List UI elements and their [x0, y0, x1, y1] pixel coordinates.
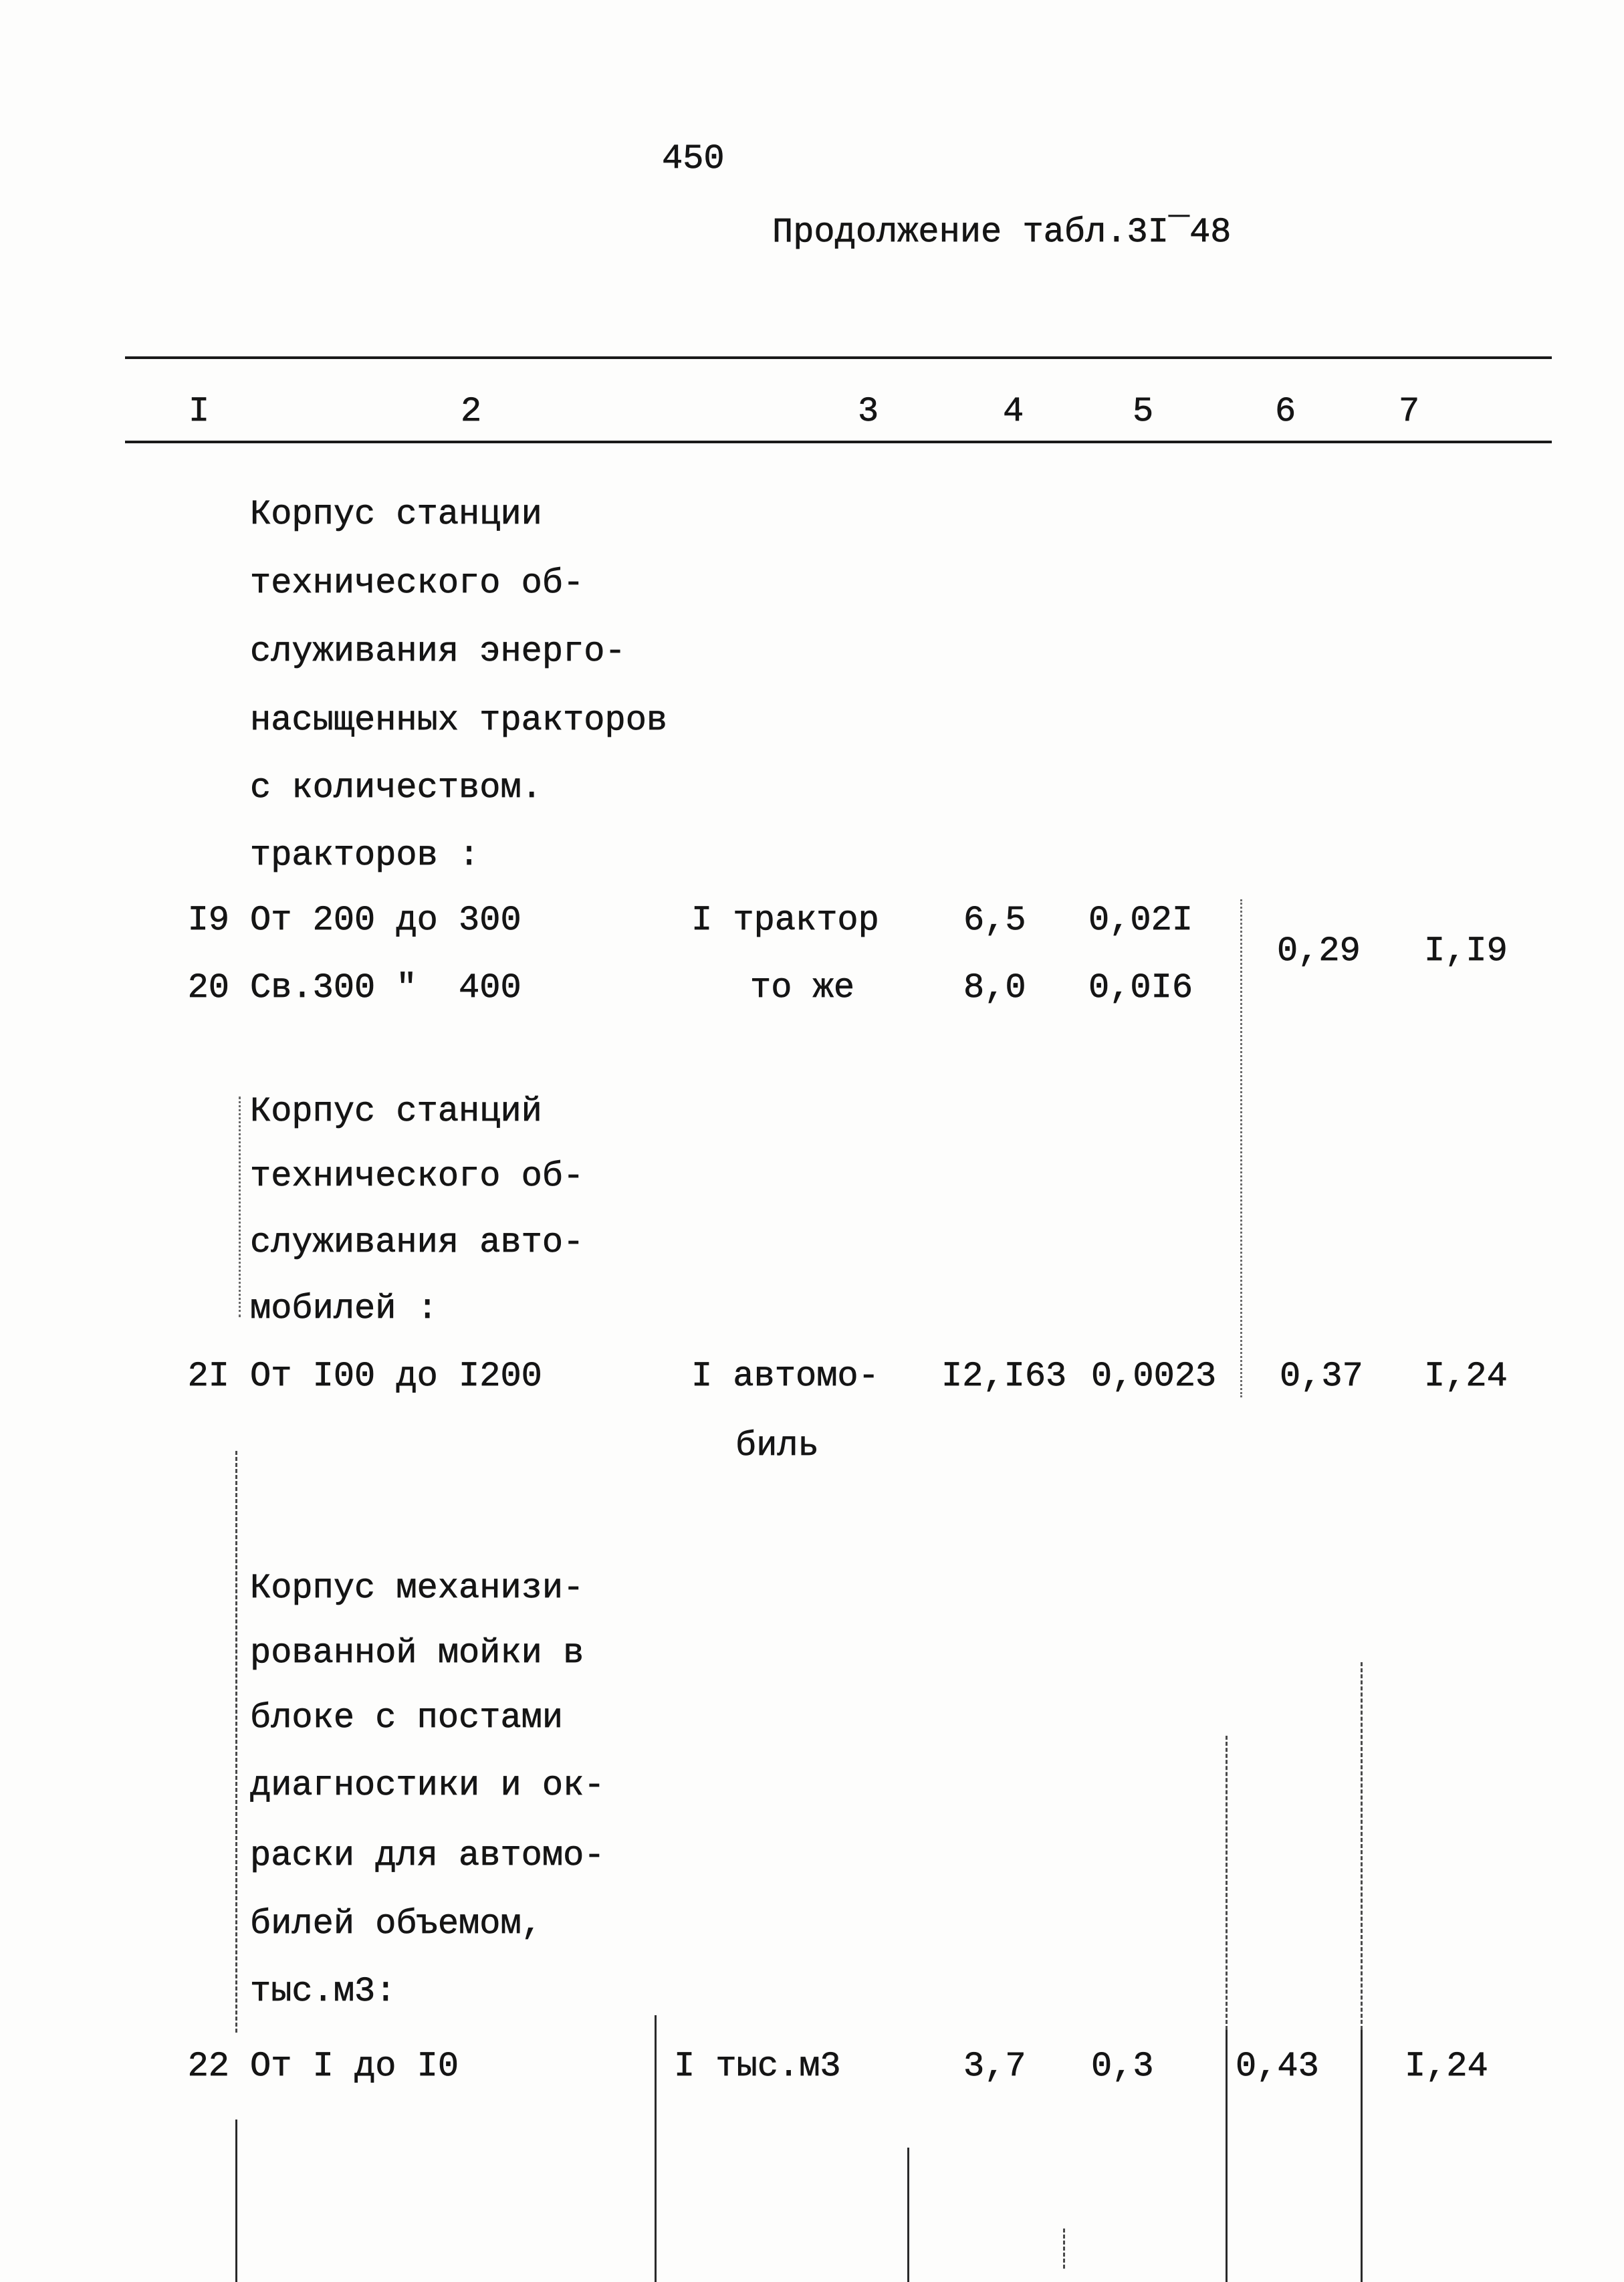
page-number: 450 [662, 139, 725, 179]
column-header-6: 6 [1275, 392, 1296, 431]
table-continuation-label: Продолжение табл.3I‾48 [772, 213, 1232, 252]
merged-col7-value: I,I9 [1424, 931, 1508, 971]
column-header-7: 7 [1399, 392, 1420, 431]
section-heading-line: служивания авто- [250, 1223, 584, 1262]
row-number: 2I [187, 1357, 229, 1396]
row-col4-value: 8,0 [963, 968, 1026, 1008]
table-top-rule [125, 356, 1552, 359]
row-number: 20 [187, 968, 229, 1008]
section-heading-line: билей объемом, [250, 1904, 542, 1944]
column-rule [235, 2120, 237, 2282]
row-col4-value: I2,I63 [941, 1357, 1067, 1396]
table-header-rule [125, 441, 1552, 443]
column-rule [1361, 1662, 1363, 2030]
column-rule [1226, 1736, 1228, 2030]
column-rule [239, 1097, 241, 1317]
section-heading-line: Корпус механизи- [250, 1569, 584, 1608]
row-col4-value: 3,7 [963, 2047, 1026, 2086]
column-header-4: 4 [1003, 392, 1024, 431]
column-rule [907, 2148, 909, 2282]
row-col6-value: 0,43 [1236, 2047, 1319, 2086]
row-range: От I00 до I200 [250, 1357, 542, 1396]
section-heading-line: Корпус станции [250, 495, 542, 534]
column-rule [235, 1451, 237, 2033]
column-rule [655, 2015, 657, 2282]
column-rule [1240, 899, 1242, 1397]
row-unit: I тыс.м3 [674, 2047, 841, 2086]
section-heading-line: насыщенных тракторов [250, 701, 668, 740]
section-heading-line: технического об- [250, 1157, 584, 1196]
section-heading-line: рованной мойки в [250, 1633, 584, 1673]
merged-col6-value: 0,29 [1277, 931, 1361, 971]
row-col5-value: 0,0023 [1091, 1357, 1217, 1396]
column-header-3: 3 [858, 392, 879, 431]
row-col5-value: 0,3 [1091, 2047, 1154, 2086]
column-rule [1063, 2229, 1065, 2269]
section-heading-line: Корпус станций [250, 1092, 542, 1131]
row-unit: то же [750, 968, 855, 1008]
column-header-2: 2 [461, 392, 482, 431]
column-rule [1226, 2030, 1228, 2282]
section-heading-line: технического об- [250, 564, 584, 603]
row-col4-value: 6,5 [963, 901, 1026, 940]
row-unit: I трактор [691, 901, 879, 940]
section-heading-line: раски для автомо- [250, 1836, 605, 1875]
row-range: Св.300 " 400 [250, 968, 521, 1008]
row-col5-value: 0,02I [1088, 901, 1193, 940]
row-col5-value: 0,0I6 [1088, 968, 1193, 1008]
column-rule [1361, 2030, 1363, 2282]
section-heading-line: диагностики и ок- [250, 1766, 605, 1805]
section-heading-line: служивания энерго- [250, 632, 626, 671]
row-range: От I до I0 [250, 2047, 459, 2086]
section-heading-line: с количеством. [250, 768, 542, 808]
row-number: 22 [187, 2047, 229, 2086]
row-unit: I автомо- [691, 1357, 879, 1396]
section-heading-line: тыс.м3: [250, 1972, 396, 2011]
row-range: От 200 до 300 [250, 901, 521, 940]
section-heading-line: тракторов : [250, 836, 480, 875]
column-header-1: I [189, 392, 210, 431]
column-header-5: 5 [1133, 392, 1154, 431]
row-col7-value: I,24 [1424, 1357, 1508, 1396]
section-heading-line: блоке с постами [250, 1698, 564, 1738]
row-number: I9 [187, 901, 229, 940]
row-col7-value: I,24 [1405, 2047, 1488, 2086]
row-col6-value: 0,37 [1280, 1357, 1363, 1396]
section-heading-line: мобилей : [250, 1289, 438, 1329]
row-unit-continuation: биль [735, 1426, 819, 1466]
